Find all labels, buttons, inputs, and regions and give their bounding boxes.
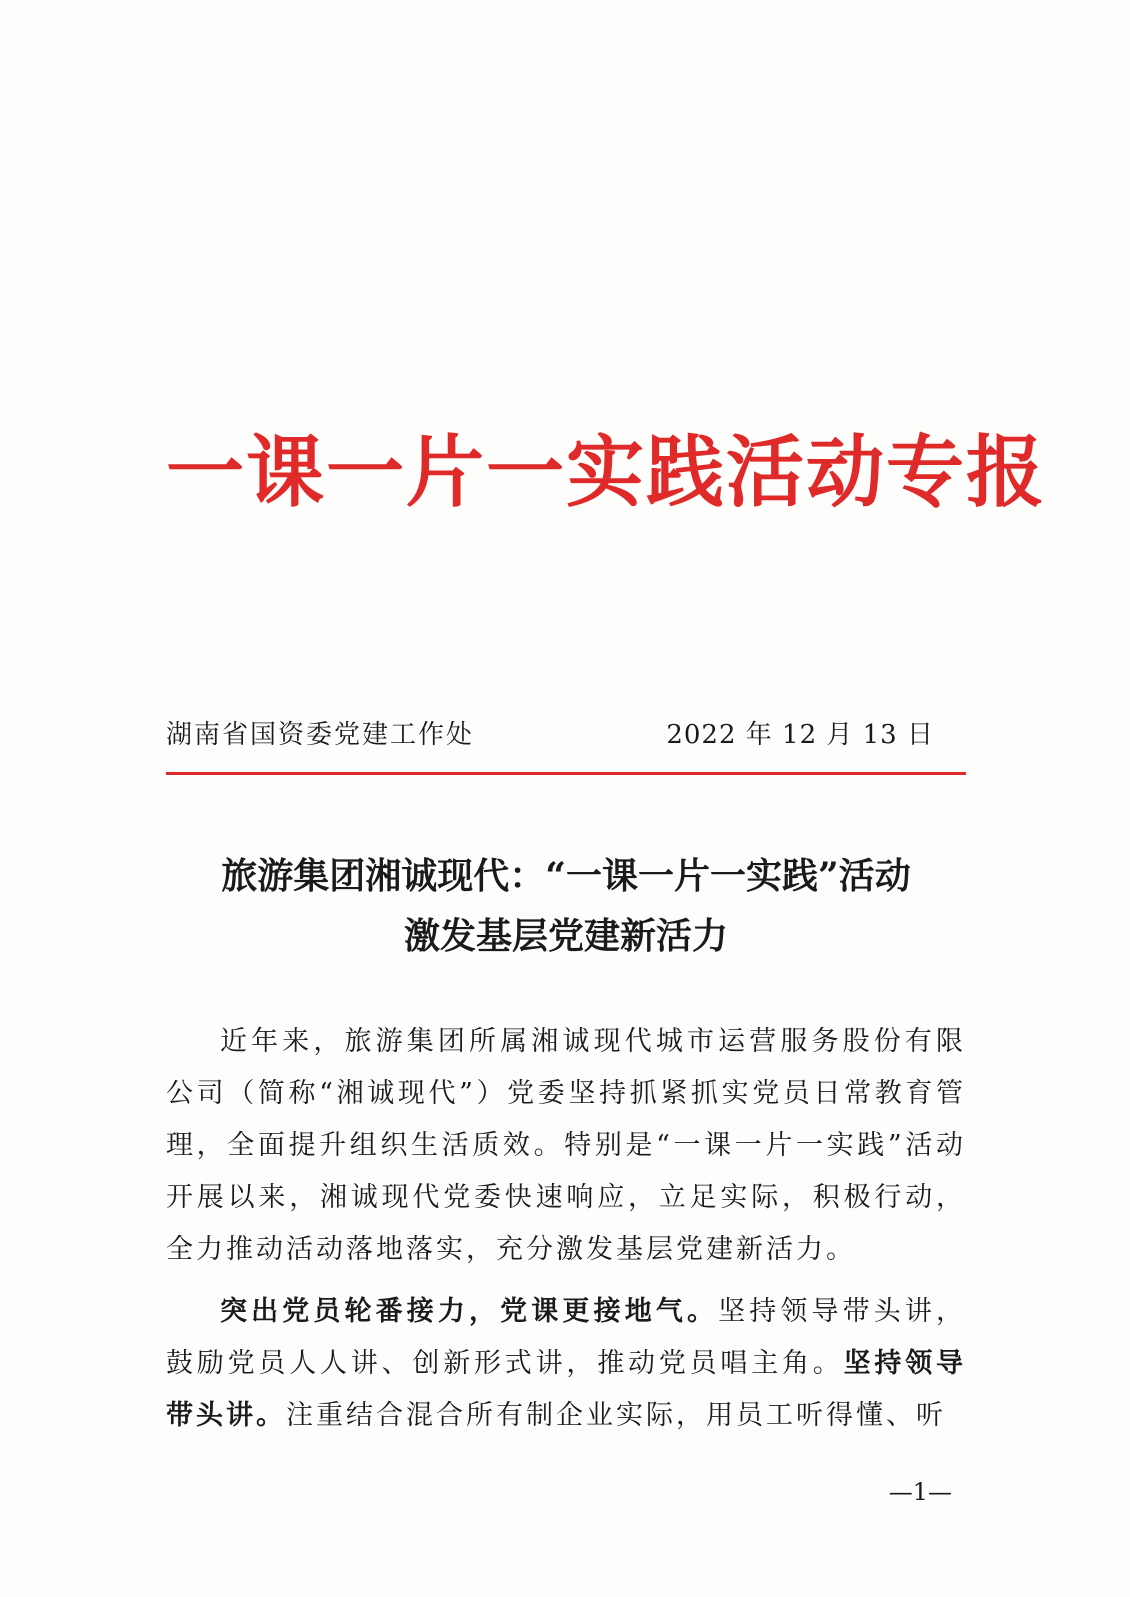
page-number: —1—: [888, 1478, 952, 1506]
paragraph-2-subheading: 坚持领导带头讲。: [166, 1348, 967, 1431]
issuer-name: 湖南省国资委党建工作处: [166, 720, 475, 750]
paragraph-2-text-1: 坚持领导带头讲，鼓励党员人人讲、创新形式讲，推动党员唱主角。: [166, 1296, 967, 1379]
article-title-line-2: 激发基层党建新活力: [403, 915, 728, 957]
paragraph-2: [166, 1286, 966, 1442]
paragraph-1: 近年来，旅游集团所属湘诚现代城市运营服务股份有限公司（简称“湘诚现代”）党委坚持抓紧抓实党员日常教育管理，全面提升组织生活质效。特别是“一课一片一实践”活动开展以来，湘诚现代党委快速响应，立足实际，积极行动，全力推动活动落地落实，充分激发基层党建新活力。: [166, 1026, 966, 1265]
paragraph-2-text-2: 注重结合混合所有制企业实际，用员工听得懂、听: [286, 1400, 946, 1431]
article-title: [166, 846, 966, 966]
article-body: [166, 1016, 966, 1452]
red-divider: [166, 772, 966, 775]
issue-date: 2022 年 12 月 13 日: [666, 720, 934, 750]
masthead-title: 一课一片一实践活动专报: [166, 427, 1047, 518]
article-title-line-1: 旅游集团湘诚现代：“一课一片一实践”活动: [221, 855, 911, 897]
paragraph-2-heading: 突出党员轮番接力，党课更接地气。: [220, 1296, 719, 1327]
issuer-date-row: [166, 710, 966, 754]
